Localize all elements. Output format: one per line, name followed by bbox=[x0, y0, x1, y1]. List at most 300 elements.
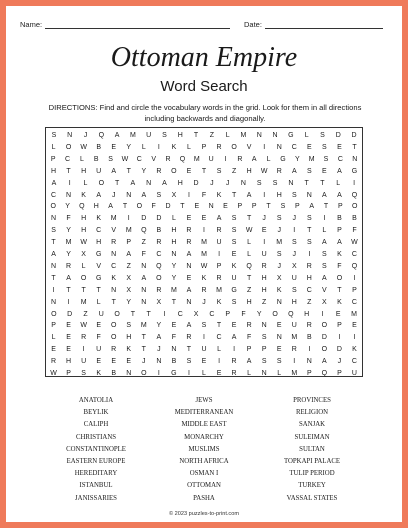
grid-cell[interactable]: K bbox=[171, 143, 177, 151]
grid-cell[interactable]: X bbox=[193, 310, 199, 318]
grid-cell[interactable]: T bbox=[111, 298, 116, 306]
grid-cell[interactable]: S bbox=[291, 286, 297, 294]
grid-cell[interactable]: C bbox=[216, 334, 222, 342]
grid-cell[interactable]: B bbox=[93, 155, 99, 163]
grid-cell[interactable]: I bbox=[293, 227, 296, 235]
grid-cell[interactable]: G bbox=[231, 286, 237, 294]
grid-cell[interactable]: R bbox=[111, 346, 117, 354]
grid-cell[interactable]: S bbox=[291, 191, 297, 199]
grid-cell[interactable]: A bbox=[156, 334, 162, 342]
grid-cell[interactable]: H bbox=[246, 167, 252, 175]
grid-cell[interactable]: A bbox=[141, 191, 147, 199]
grid-cell[interactable]: S bbox=[306, 167, 312, 175]
grid-cell[interactable]: W bbox=[260, 167, 268, 175]
grid-cell[interactable]: Z bbox=[83, 310, 88, 318]
grid-cell[interactable]: M bbox=[193, 155, 200, 163]
grid-cell[interactable]: T bbox=[320, 179, 325, 187]
grid-cell[interactable]: Y bbox=[66, 227, 71, 235]
grid-cell[interactable]: T bbox=[352, 143, 357, 151]
grid-cell[interactable]: R bbox=[81, 334, 87, 342]
grid-cell[interactable]: N bbox=[111, 286, 117, 294]
grid-cell[interactable]: S bbox=[231, 298, 237, 306]
grid-cell[interactable]: R bbox=[261, 262, 267, 270]
grid-cell[interactable]: S bbox=[126, 322, 132, 330]
grid-cell[interactable]: E bbox=[216, 370, 222, 377]
grid-cell[interactable]: F bbox=[66, 215, 71, 223]
grid-cell[interactable]: O bbox=[336, 274, 343, 282]
grid-cell[interactable]: L bbox=[81, 262, 86, 270]
grid-cell[interactable]: S bbox=[231, 215, 237, 223]
grid-cell[interactable]: Z bbox=[307, 298, 312, 306]
grid-cell[interactable]: G bbox=[95, 251, 102, 258]
grid-cell[interactable]: L bbox=[225, 132, 230, 139]
grid-cell[interactable]: P bbox=[237, 203, 243, 211]
grid-cell[interactable]: T bbox=[141, 334, 146, 342]
grid-cell[interactable]: L bbox=[247, 370, 252, 377]
grid-cell[interactable]: Q bbox=[351, 191, 358, 199]
grid-cell[interactable]: S bbox=[322, 143, 327, 151]
grid-cell[interactable]: C bbox=[351, 358, 357, 366]
grid-cell[interactable]: O bbox=[51, 310, 57, 318]
grid-cell[interactable]: R bbox=[66, 262, 72, 270]
grid-cell[interactable]: R bbox=[165, 155, 171, 163]
grid-cell[interactable]: B bbox=[156, 227, 162, 235]
grid-cell[interactable]: X bbox=[291, 262, 297, 270]
grid-cell[interactable]: A bbox=[231, 334, 237, 342]
grid-cell[interactable]: R bbox=[156, 167, 162, 175]
grid-cell[interactable]: T bbox=[66, 167, 71, 175]
grid-cell[interactable]: K bbox=[276, 286, 282, 294]
grid-cell[interactable]: P bbox=[251, 203, 257, 211]
grid-cell[interactable]: T bbox=[193, 132, 199, 139]
grid-cell[interactable]: C bbox=[337, 155, 343, 163]
grid-cell[interactable]: C bbox=[111, 262, 117, 270]
grid-cell[interactable]: N bbox=[50, 298, 57, 306]
grid-cell[interactable]: J bbox=[277, 227, 281, 235]
grid-cell[interactable]: V bbox=[151, 155, 157, 163]
grid-cell[interactable]: N bbox=[66, 191, 72, 199]
grid-cell[interactable]: A bbox=[111, 167, 117, 175]
grid-cell[interactable]: U bbox=[146, 132, 152, 139]
grid-cell[interactable]: H bbox=[81, 227, 87, 235]
grid-cell[interactable]: N bbox=[171, 346, 177, 354]
grid-cell[interactable]: I bbox=[203, 334, 205, 342]
grid-cell[interactable]: C bbox=[306, 286, 312, 294]
grid-cell[interactable]: K bbox=[337, 298, 342, 306]
grid-cell[interactable]: O bbox=[272, 310, 278, 318]
grid-cell[interactable]: S bbox=[276, 215, 282, 223]
grid-cell[interactable]: I bbox=[68, 179, 71, 187]
grid-cell[interactable]: K bbox=[111, 274, 117, 282]
grid-cell[interactable]: A bbox=[246, 358, 252, 366]
grid-cell[interactable]: G bbox=[288, 132, 294, 139]
grid-cell[interactable]: Y bbox=[66, 251, 71, 258]
grid-cell[interactable]: D bbox=[193, 179, 199, 187]
grid-cell[interactable]: P bbox=[201, 143, 207, 151]
grid-cell[interactable]: S bbox=[272, 179, 278, 187]
grid-cell[interactable]: M bbox=[110, 215, 117, 223]
grid-cell[interactable]: R bbox=[216, 274, 222, 282]
grid-cell[interactable]: I bbox=[308, 346, 311, 354]
grid-cell[interactable]: N bbox=[261, 370, 267, 377]
grid-cell[interactable]: R bbox=[276, 167, 282, 175]
grid-cell[interactable]: S bbox=[81, 370, 86, 377]
grid-cell[interactable]: U bbox=[81, 358, 87, 366]
grid-cell[interactable]: U bbox=[98, 310, 104, 318]
grid-cell[interactable]: T bbox=[96, 286, 101, 294]
grid-cell[interactable]: O bbox=[141, 370, 147, 377]
grid-cell[interactable]: S bbox=[201, 322, 207, 330]
grid-cell[interactable]: J bbox=[292, 215, 297, 223]
grid-cell[interactable]: S bbox=[320, 132, 325, 139]
grid-cell[interactable]: S bbox=[51, 227, 56, 235]
grid-cell[interactable]: X bbox=[322, 298, 327, 306]
grid-cell[interactable]: H bbox=[96, 239, 102, 247]
grid-cell[interactable]: S bbox=[216, 167, 222, 175]
grid-cell[interactable]: D bbox=[336, 346, 342, 354]
grid-cell[interactable]: D bbox=[351, 132, 357, 139]
grid-cell[interactable]: E bbox=[186, 215, 192, 223]
grid-cell[interactable]: N bbox=[50, 262, 57, 270]
grid-cell[interactable]: Z bbox=[231, 167, 237, 175]
grid-cell[interactable]: O bbox=[171, 167, 177, 175]
grid-cell[interactable]: F bbox=[352, 227, 357, 235]
grid-cell[interactable]: H bbox=[50, 167, 57, 175]
grid-cell[interactable]: O bbox=[80, 274, 87, 282]
grid-cell[interactable]: R bbox=[306, 322, 312, 330]
grid-cell[interactable]: N bbox=[288, 179, 294, 187]
grid-cell[interactable]: T bbox=[323, 203, 329, 211]
grid-cell[interactable]: N bbox=[240, 179, 246, 187]
grid-cell[interactable]: Y bbox=[171, 274, 177, 282]
grid-cell[interactable]: M bbox=[240, 132, 247, 139]
grid-cell[interactable]: N bbox=[186, 262, 192, 270]
grid-cell[interactable]: L bbox=[83, 179, 88, 187]
grid-cell[interactable]: Q bbox=[288, 310, 294, 318]
grid-cell[interactable]: E bbox=[96, 322, 101, 330]
grid-cell[interactable]: O bbox=[156, 274, 162, 282]
grid-cell[interactable]: D bbox=[67, 310, 73, 318]
grid-cell[interactable]: Q bbox=[321, 370, 328, 377]
grid-cell[interactable]: H bbox=[306, 274, 312, 282]
grid-cell[interactable]: K bbox=[126, 346, 132, 354]
grid-cell[interactable]: N bbox=[67, 132, 73, 139]
grid-cell[interactable]: C bbox=[156, 251, 162, 258]
grid-cell[interactable]: R bbox=[291, 346, 297, 354]
grid-cell[interactable]: M bbox=[351, 310, 357, 318]
grid-cell[interactable]: B bbox=[352, 215, 357, 223]
grid-cell[interactable]: V bbox=[111, 227, 117, 235]
grid-cell[interactable]: D bbox=[165, 203, 171, 211]
grid-cell[interactable]: C bbox=[351, 298, 357, 306]
grid-cell[interactable]: I bbox=[293, 358, 296, 366]
grid-cell[interactable]: F bbox=[246, 334, 252, 342]
grid-cell[interactable]: S bbox=[156, 191, 162, 199]
grid-cell[interactable]: A bbox=[162, 179, 167, 187]
grid-cell[interactable]: I bbox=[187, 191, 190, 199]
grid-cell[interactable]: N bbox=[146, 179, 152, 187]
grid-cell[interactable]: X bbox=[126, 274, 132, 282]
grid-cell[interactable]: T bbox=[146, 310, 151, 318]
grid-cell[interactable]: P bbox=[66, 370, 71, 377]
grid-cell[interactable]: S bbox=[261, 358, 267, 366]
grid-cell[interactable]: S bbox=[306, 239, 312, 247]
grid-cell[interactable]: A bbox=[186, 286, 192, 294]
grid-cell[interactable]: X bbox=[276, 274, 282, 282]
grid-cell[interactable]: E bbox=[111, 358, 117, 366]
grid-cell[interactable]: P bbox=[51, 322, 56, 330]
grid-cell[interactable]: N bbox=[111, 251, 117, 258]
grid-cell[interactable]: H bbox=[66, 358, 72, 366]
grid-cell[interactable]: J bbox=[142, 358, 146, 366]
grid-cell[interactable]: P bbox=[246, 346, 252, 354]
grid-cell[interactable]: A bbox=[141, 274, 147, 282]
grid-cell[interactable]: C bbox=[50, 191, 57, 199]
grid-cell[interactable]: T bbox=[216, 322, 222, 330]
grid-cell[interactable]: J bbox=[337, 358, 342, 366]
grid-cell[interactable]: S bbox=[51, 132, 57, 139]
grid-cell[interactable]: S bbox=[261, 334, 267, 342]
grid-cell[interactable]: E bbox=[201, 215, 207, 223]
grid-cell[interactable]: O bbox=[114, 310, 120, 318]
grid-cell[interactable]: W bbox=[200, 262, 208, 270]
grid-cell[interactable]: A bbox=[114, 132, 120, 139]
grid-cell[interactable]: Q bbox=[351, 262, 358, 270]
grid-cell[interactable]: W bbox=[80, 322, 87, 330]
grid-cell[interactable]: A bbox=[337, 191, 342, 199]
grid-cell[interactable]: I bbox=[233, 346, 236, 354]
grid-cell[interactable]: J bbox=[83, 132, 88, 139]
grid-cell[interactable]: R bbox=[156, 286, 162, 294]
grid-cell[interactable]: F bbox=[201, 191, 207, 199]
grid-cell[interactable]: S bbox=[322, 251, 327, 258]
grid-cell[interactable]: O bbox=[352, 203, 358, 211]
grid-cell[interactable]: N bbox=[306, 191, 312, 199]
grid-cell[interactable]: J bbox=[157, 346, 161, 354]
grid-cell[interactable]: A bbox=[126, 251, 132, 258]
grid-cell[interactable]: I bbox=[218, 358, 221, 366]
grid-cell[interactable]: I bbox=[67, 298, 70, 306]
grid-cell[interactable]: E bbox=[276, 322, 282, 330]
grid-cell[interactable]: U bbox=[351, 370, 357, 377]
grid-cell[interactable]: L bbox=[141, 143, 146, 151]
grid-cell[interactable]: Y bbox=[126, 143, 132, 151]
grid-cell[interactable]: H bbox=[171, 227, 177, 235]
grid-cell[interactable]: P bbox=[225, 310, 230, 318]
grid-cell[interactable]: E bbox=[276, 346, 282, 354]
grid-cell[interactable]: Q bbox=[141, 227, 147, 235]
grid-cell[interactable]: B bbox=[111, 370, 117, 377]
grid-cell[interactable]: A bbox=[337, 167, 342, 175]
grid-cell[interactable]: L bbox=[51, 334, 56, 342]
grid-cell[interactable]: J bbox=[292, 251, 297, 258]
grid-cell[interactable]: K bbox=[352, 346, 357, 354]
grid-cell[interactable]: I bbox=[157, 143, 160, 151]
grid-cell[interactable]: T bbox=[246, 274, 252, 282]
grid-cell[interactable]: K bbox=[201, 274, 207, 282]
letter-grid[interactable] bbox=[45, 127, 363, 377]
grid-cell[interactable]: W bbox=[351, 239, 358, 247]
grid-cell[interactable]: K bbox=[216, 298, 222, 306]
grid-cell[interactable]: K bbox=[337, 251, 342, 258]
grid-cell[interactable]: R bbox=[156, 239, 162, 247]
grid-cell[interactable]: K bbox=[81, 191, 86, 199]
grid-cell[interactable]: F bbox=[171, 334, 177, 342]
grid-cell[interactable]: O bbox=[110, 322, 117, 330]
grid-cell[interactable]: I bbox=[218, 251, 221, 258]
grid-cell[interactable]: E bbox=[126, 358, 132, 366]
grid-cell[interactable]: J bbox=[210, 179, 214, 187]
grid-cell[interactable]: N bbox=[171, 251, 177, 258]
grid-cell[interactable]: H bbox=[304, 310, 310, 318]
grid-cell[interactable]: M bbox=[125, 227, 132, 235]
grid-cell[interactable]: I bbox=[163, 310, 166, 318]
grid-cell[interactable]: O bbox=[110, 334, 117, 342]
grid-cell[interactable]: R bbox=[231, 358, 237, 366]
grid-cell[interactable]: I bbox=[308, 251, 311, 258]
grid-cell[interactable]: V bbox=[246, 143, 252, 151]
grid-cell[interactable]: U bbox=[216, 239, 222, 247]
grid-cell[interactable]: Y bbox=[141, 167, 147, 175]
grid-cell[interactable]: J bbox=[111, 191, 116, 199]
grid-cell[interactable]: S bbox=[162, 132, 167, 139]
grid-cell[interactable]: T bbox=[201, 167, 207, 175]
grid-cell[interactable]: P bbox=[337, 322, 342, 330]
grid-cell[interactable]: Q bbox=[156, 262, 162, 270]
grid-cell[interactable]: P bbox=[216, 262, 222, 270]
grid-cell[interactable]: H bbox=[177, 132, 183, 139]
grid-cell[interactable]: H bbox=[81, 215, 87, 223]
grid-cell[interactable]: E bbox=[335, 310, 341, 318]
grid-cell[interactable]: Q bbox=[79, 203, 85, 211]
grid-cell[interactable]: U bbox=[208, 155, 214, 163]
grid-cell[interactable]: M bbox=[276, 239, 283, 247]
grid-cell[interactable]: U bbox=[96, 167, 102, 175]
grid-cell[interactable]: H bbox=[81, 167, 87, 175]
grid-cell[interactable]: A bbox=[66, 274, 71, 282]
grid-cell[interactable]: R bbox=[50, 358, 57, 366]
grid-cell[interactable]: I bbox=[338, 334, 341, 342]
grid-cell[interactable]: I bbox=[321, 310, 324, 318]
grid-cell[interactable]: H bbox=[291, 298, 297, 306]
grid-cell[interactable]: M bbox=[65, 239, 72, 247]
grid-cell[interactable]: W bbox=[245, 227, 253, 235]
grid-cell[interactable]: I bbox=[187, 370, 190, 377]
grid-cell[interactable]: M bbox=[216, 286, 222, 294]
grid-cell[interactable]: E bbox=[231, 251, 237, 258]
grid-cell[interactable]: Z bbox=[126, 262, 131, 270]
grid-cell[interactable]: T bbox=[266, 203, 271, 211]
grid-cell[interactable]: K bbox=[231, 262, 237, 270]
grid-cell[interactable]: O bbox=[98, 179, 105, 187]
grid-cell[interactable]: N bbox=[276, 143, 282, 151]
grid-cell[interactable]: A bbox=[322, 358, 327, 366]
grid-cell[interactable]: S bbox=[291, 239, 297, 247]
grid-cell[interactable]: I bbox=[157, 370, 160, 377]
grid-cell[interactable]: E bbox=[306, 143, 312, 151]
grid-cell[interactable]: T bbox=[130, 310, 136, 318]
grid-cell[interactable]: I bbox=[323, 215, 326, 223]
grid-cell[interactable]: U bbox=[261, 251, 267, 258]
grid-cell[interactable]: N bbox=[186, 298, 192, 306]
grid-cell[interactable]: I bbox=[224, 155, 227, 163]
grid-cell[interactable]: T bbox=[186, 346, 192, 354]
grid-cell[interactable]: T bbox=[171, 298, 177, 306]
grid-cell[interactable]: N bbox=[276, 334, 282, 342]
grid-cell[interactable]: R bbox=[237, 155, 243, 163]
grid-cell[interactable]: L bbox=[336, 179, 341, 187]
grid-cell[interactable]: O bbox=[321, 346, 328, 354]
grid-cell[interactable]: R bbox=[231, 370, 237, 377]
grid-cell[interactable]: F bbox=[337, 262, 342, 270]
grid-cell[interactable]: O bbox=[231, 143, 237, 151]
grid-cell[interactable]: A bbox=[246, 191, 252, 199]
grid-cell[interactable]: A bbox=[186, 251, 192, 258]
grid-cell[interactable]: E bbox=[322, 167, 327, 175]
grid-cell[interactable]: T bbox=[122, 203, 128, 211]
grid-cell[interactable]: W bbox=[50, 370, 57, 377]
grid-cell[interactable]: T bbox=[114, 179, 120, 187]
grid-cell[interactable]: A bbox=[309, 203, 314, 211]
grid-cell[interactable]: S bbox=[231, 239, 237, 247]
grid-cell[interactable]: S bbox=[323, 155, 329, 163]
grid-cell[interactable]: I bbox=[127, 215, 130, 223]
grid-cell[interactable]: A bbox=[322, 274, 327, 282]
grid-cell[interactable]: C bbox=[136, 155, 142, 163]
grid-cell[interactable]: T bbox=[51, 239, 56, 247]
grid-cell[interactable]: E bbox=[171, 322, 177, 330]
grid-cell[interactable]: N bbox=[256, 132, 262, 139]
grid-cell[interactable]: R bbox=[306, 262, 312, 270]
grid-cell[interactable]: A bbox=[186, 322, 192, 330]
grid-cell[interactable]: P bbox=[261, 346, 267, 354]
grid-cell[interactable]: Z bbox=[141, 239, 146, 247]
grid-cell[interactable]: S bbox=[186, 358, 192, 366]
grid-cell[interactable]: H bbox=[93, 203, 99, 211]
grid-cell[interactable]: I bbox=[263, 143, 266, 151]
grid-cell[interactable]: Y bbox=[294, 155, 300, 163]
grid-cell[interactable]: E bbox=[223, 203, 228, 211]
grid-cell[interactable]: P bbox=[352, 286, 357, 294]
grid-cell[interactable]: F bbox=[141, 251, 146, 258]
grid-cell[interactable]: M bbox=[308, 155, 315, 163]
grid-cell[interactable]: H bbox=[171, 239, 177, 247]
grid-cell[interactable]: X bbox=[81, 251, 86, 258]
grid-cell[interactable]: I bbox=[203, 227, 205, 235]
grid-cell[interactable]: U bbox=[291, 274, 297, 282]
grid-cell[interactable]: R bbox=[186, 239, 192, 247]
grid-cell[interactable]: R bbox=[246, 322, 252, 330]
grid-cell[interactable]: O bbox=[321, 322, 328, 330]
grid-cell[interactable]: L bbox=[171, 215, 176, 223]
grid-cell[interactable]: T bbox=[51, 274, 56, 282]
grid-cell[interactable]: I bbox=[353, 334, 356, 342]
grid-cell[interactable]: P bbox=[306, 370, 312, 377]
grid-cell[interactable]: E bbox=[352, 322, 357, 330]
grid-cell[interactable]: B bbox=[171, 358, 177, 366]
grid-cell[interactable]: H bbox=[246, 298, 252, 306]
grid-cell[interactable]: L bbox=[186, 143, 191, 151]
grid-cell[interactable]: I bbox=[82, 346, 85, 354]
grid-cell[interactable]: H bbox=[126, 334, 132, 342]
grid-cell[interactable]: S bbox=[280, 203, 286, 211]
grid-cell[interactable]: T bbox=[81, 286, 86, 294]
grid-cell[interactable]: M bbox=[129, 132, 136, 139]
grid-cell[interactable]: J bbox=[202, 298, 206, 306]
grid-cell[interactable]: C bbox=[65, 155, 71, 163]
grid-cell[interactable]: R bbox=[111, 239, 117, 247]
grid-cell[interactable]: E bbox=[201, 358, 207, 366]
